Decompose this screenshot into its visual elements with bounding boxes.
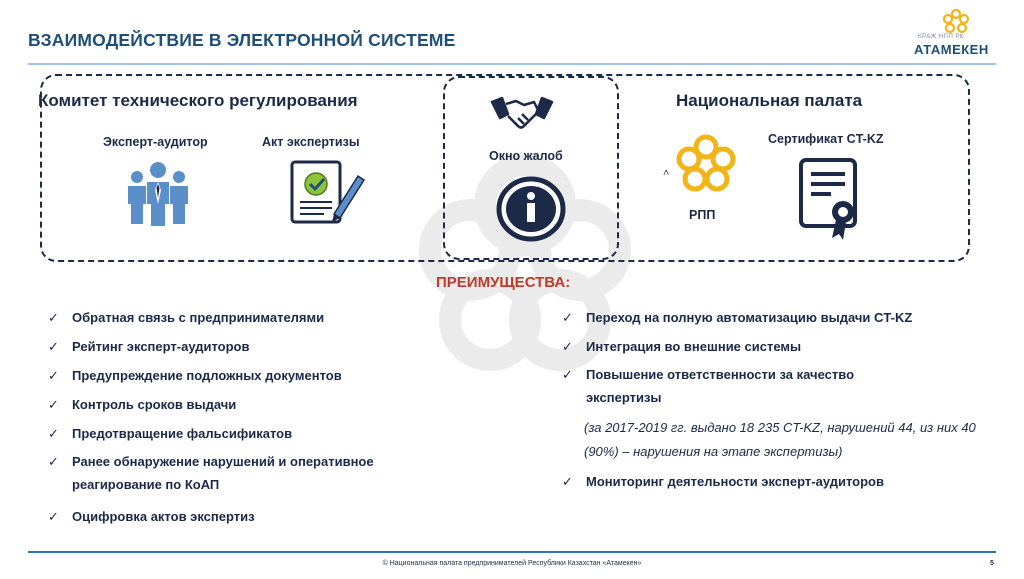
national-chamber-heading: Национальная палата bbox=[676, 91, 863, 110]
act-of-expertise-label: Акт экспертизы bbox=[262, 135, 360, 149]
people-group-icon bbox=[123, 160, 193, 230]
list-item: ✓ Рейтинг эксперт-аудиторов bbox=[48, 339, 250, 354]
arrow-mark-icon: > bbox=[661, 169, 673, 176]
complaints-window-label: Окно жалоб bbox=[489, 149, 563, 163]
list-item: ✓ Мониторинг деятельности эксперт-аудиторов bbox=[562, 474, 884, 489]
check-icon: ✓ bbox=[48, 426, 59, 441]
statistics-note: (за 2017-2019 гг. выдано 18 235 CT-KZ, нарушений 44, из них 40 (90%) – нарушения на этапе экспертизы) bbox=[584, 420, 976, 459]
check-icon: ✓ bbox=[48, 397, 59, 412]
footer-copyright: © Национальная палата предпринимателей Республики Казахстан «Атамекен» bbox=[382, 560, 642, 567]
certificate-icon bbox=[797, 156, 865, 242]
list-item: ✓ Интеграция во внешние системы bbox=[562, 339, 802, 354]
logo-caption: КРАЖ НПП РК bbox=[918, 34, 964, 40]
check-icon: ✓ bbox=[48, 454, 59, 469]
footer-divider bbox=[28, 551, 996, 553]
title-divider bbox=[28, 63, 996, 65]
list-item: ✓ Контроль сроков выдачи bbox=[48, 397, 237, 412]
list-item: ✓ Переход на полную автоматизацию выдачи CT-KZ bbox=[562, 310, 913, 325]
page-number: 5 bbox=[990, 560, 994, 567]
list-item: ✓ Ранее обнаружение нарушений и оперативное реагирование по КоАП bbox=[48, 450, 432, 496]
benefits-left-list bbox=[48, 309, 448, 537]
check-icon: ✓ bbox=[562, 474, 573, 489]
committee-heading: Комитет технического регулирования bbox=[38, 91, 358, 110]
expert-auditor-label: Эксперт-аудитор bbox=[103, 135, 208, 149]
benefits-title: ПРЕИМУЩЕСТВА: bbox=[436, 274, 571, 291]
check-icon: ✓ bbox=[48, 368, 59, 383]
check-icon: ✓ bbox=[48, 339, 59, 354]
certificate-label: Сертификат CT-KZ bbox=[768, 132, 884, 146]
benefits-right-list-last bbox=[562, 473, 982, 502]
check-icon: ✓ bbox=[562, 367, 573, 382]
atameken-logo bbox=[914, 8, 998, 58]
check-icon: ✓ bbox=[562, 310, 573, 325]
logo-wordmark: АТАМЕКЕН bbox=[914, 42, 989, 57]
list-item: ✓ Предотвращение фальсификатов bbox=[48, 426, 293, 441]
handshake-icon bbox=[490, 92, 554, 140]
check-icon: ✓ bbox=[48, 310, 59, 325]
check-icon: ✓ bbox=[48, 509, 59, 524]
benefits-right-list bbox=[562, 309, 982, 421]
list-item: ✓ Обратная связь с предпринимателями bbox=[48, 310, 325, 325]
page-title: ВЗАИМОДЕЙСТВИЕ В ЭЛЕКТРОННОЙ СИСТЕМЕ bbox=[28, 30, 456, 50]
rpp-emblem-icon bbox=[675, 134, 737, 196]
document-pen-icon bbox=[288, 158, 368, 228]
list-item: ✓ Повышение ответственности за качество экспертизы bbox=[562, 363, 916, 409]
rpp-label: РПП bbox=[689, 208, 716, 222]
check-icon: ✓ bbox=[562, 339, 573, 354]
info-icon[interactable] bbox=[496, 176, 566, 242]
list-item: ✓ Предупреждение подложных документов bbox=[48, 368, 342, 383]
list-item: ✓ Оцифровка актов экспертиз bbox=[48, 509, 255, 524]
